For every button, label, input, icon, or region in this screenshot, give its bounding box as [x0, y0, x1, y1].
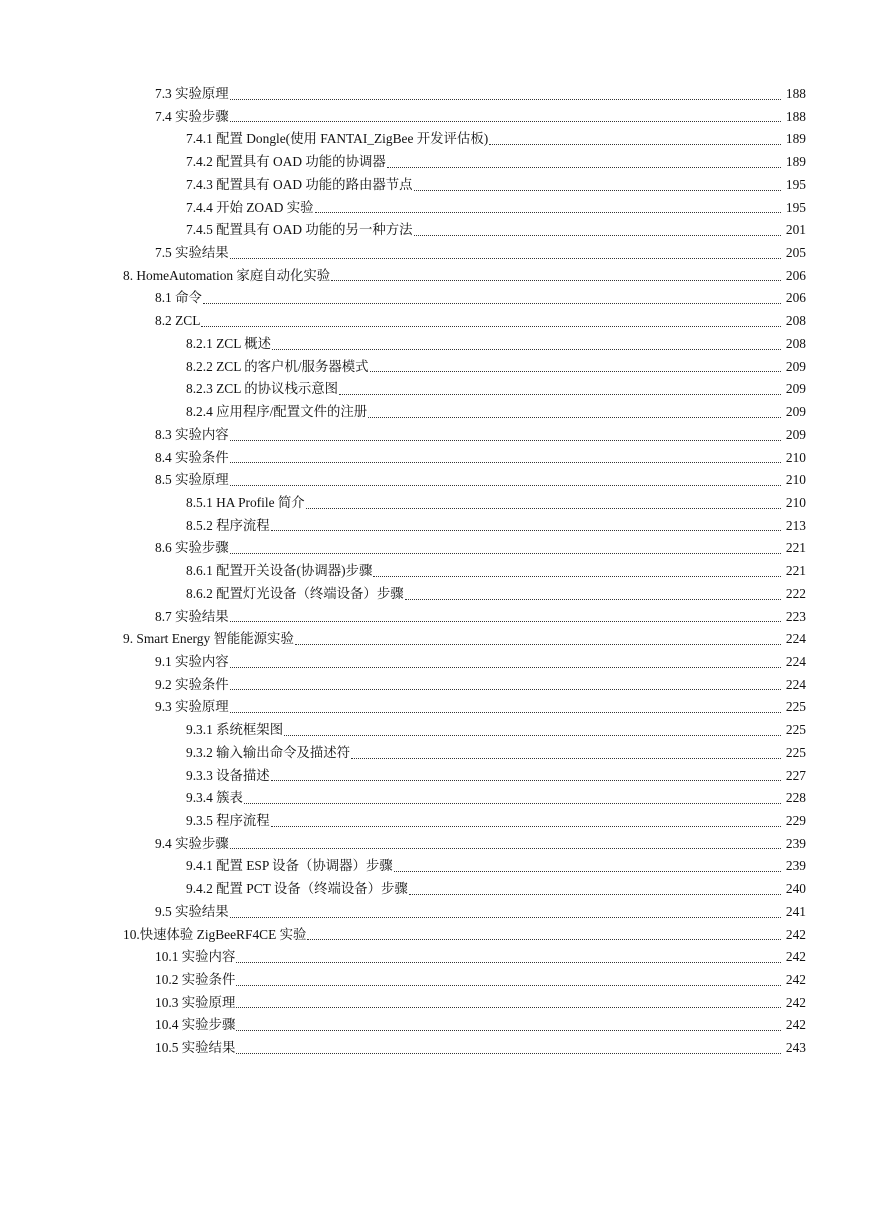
toc-entry-title: 9.3.4 簇表 — [186, 790, 243, 806]
toc-dot-leader — [370, 356, 781, 379]
toc-entry-page-number: 242 — [785, 926, 806, 942]
toc-entry-title: 8.2.4 应用程序/配置文件的注册 — [186, 404, 368, 420]
toc-entry-page-number: 225 — [785, 722, 806, 738]
toc-entry-page-number: 227 — [785, 767, 806, 783]
toc-entry[interactable] — [0, 765, 806, 788]
toc-entry[interactable] — [0, 333, 806, 356]
toc-entry-page-number: 229 — [785, 813, 806, 828]
toc-entry-page-number: 221 — [785, 563, 806, 579]
toc-dot-leader — [394, 855, 781, 878]
toc-entry-title: 8.1 命令 — [155, 290, 202, 306]
toc-entry-page-number: 208 — [785, 335, 806, 351]
toc-entry-page-number: 223 — [785, 608, 806, 624]
toc-entry-title: 7.4.3 配置具有 OAD 功能的路由器节点 — [186, 176, 413, 192]
toc-entry-title: 8.2.1 ZCL 概述 — [186, 335, 272, 351]
toc-entry-page-number: 225 — [785, 744, 806, 760]
toc-entry-page-number: 213 — [785, 517, 806, 533]
toc-entry-title: 8.6.1 配置开关设备(协调器)步骤 — [186, 563, 373, 579]
toc-entry[interactable] — [0, 515, 806, 538]
toc-entry[interactable] — [0, 401, 806, 424]
toc-dot-leader — [272, 333, 781, 356]
toc-entry-title: 7.4.4 开始 ZOAD 实验 — [186, 199, 314, 215]
toc-entry-page-number: 242 — [785, 972, 806, 988]
toc-dot-leader — [230, 242, 781, 265]
toc-dot-leader — [230, 424, 781, 447]
toc-entry[interactable] — [0, 310, 806, 333]
toc-entry[interactable] — [0, 174, 806, 197]
toc-dot-leader — [414, 174, 781, 197]
toc-entry[interactable] — [0, 469, 806, 492]
toc-entry[interactable] — [0, 197, 806, 220]
toc-dot-leader — [489, 128, 781, 151]
toc-dot-leader — [236, 946, 781, 969]
toc-entry[interactable] — [0, 969, 806, 992]
toc-entry-title: 10.2 实验条件 — [155, 972, 236, 988]
toc-dot-leader — [230, 901, 781, 924]
toc-entry[interactable] — [0, 810, 806, 833]
toc-entry[interactable] — [0, 742, 806, 765]
toc-entry-page-number: 201 — [785, 222, 806, 238]
toc-dot-leader — [271, 810, 781, 833]
toc-entry-title: 9.3.2 输入输出命令及描述符 — [186, 744, 351, 760]
toc-entry-title: 9.3.5 程序流程 — [186, 813, 270, 828]
toc-entry-title: 9.4.1 配置 ESP 设备（协调器）步骤 — [186, 858, 393, 874]
toc-entry-page-number: 224 — [785, 676, 806, 692]
toc-entry[interactable] — [0, 560, 806, 583]
toc-dot-leader — [368, 401, 781, 424]
toc-entry[interactable] — [0, 833, 806, 856]
toc-dot-leader — [244, 787, 781, 810]
toc-list — [0, 83, 806, 1060]
toc-entry-title: 8.5 实验原理 — [155, 472, 229, 488]
toc-entry-page-number: 205 — [785, 245, 806, 261]
toc-entry-title: 7.4 实验步骤 — [155, 108, 229, 124]
toc-entry[interactable] — [0, 378, 806, 401]
toc-entry-page-number: 188 — [785, 108, 806, 124]
toc-entry-page-number: 189 — [785, 154, 806, 170]
toc-entry-page-number: 209 — [785, 358, 806, 374]
toc-entry-page-number: 209 — [785, 404, 806, 420]
toc-entry-title: 9.3.3 设备描述 — [186, 767, 270, 783]
toc-entry[interactable] — [0, 628, 806, 651]
toc-dot-leader — [387, 151, 781, 174]
toc-entry-title: 8.6 实验步骤 — [155, 540, 229, 556]
toc-entry[interactable] — [0, 151, 806, 174]
toc-entry-title: 10.1 实验内容 — [155, 949, 236, 965]
toc-entry-title: 8. HomeAutomation 家庭自动化实验 — [123, 267, 331, 283]
toc-entry-page-number: 209 — [785, 381, 806, 397]
toc-dot-leader — [295, 628, 781, 651]
toc-entry-title: 8.6.2 配置灯光设备（终端设备）步骤 — [186, 585, 404, 601]
table-of-contents — [0, 83, 869, 1060]
toc-dot-leader — [230, 696, 781, 719]
toc-dot-leader — [236, 992, 781, 1015]
toc-entry[interactable] — [0, 219, 806, 242]
toc-entry[interactable] — [0, 674, 806, 697]
toc-entry-title: 8.3 实验内容 — [155, 426, 229, 442]
toc-entry-title: 7.4.5 配置具有 OAD 功能的另一种方法 — [186, 222, 413, 238]
toc-entry-page-number: 209 — [785, 426, 806, 442]
toc-dot-leader — [339, 378, 781, 401]
toc-entry-title: 10.5 实验结果 — [155, 1040, 236, 1056]
toc-dot-leader — [271, 765, 781, 788]
toc-entry-title: 8.2.3 ZCL 的协议栈示意图 — [186, 381, 339, 397]
toc-dot-leader — [405, 583, 781, 606]
toc-dot-leader — [230, 469, 781, 492]
toc-entry-page-number: 189 — [785, 131, 806, 147]
toc-entry-page-number: 210 — [785, 472, 806, 488]
toc-entry-title: 8.5.1 HA Profile 简介 — [186, 494, 305, 510]
toc-entry-page-number: 241 — [785, 903, 806, 919]
toc-entry[interactable] — [0, 855, 806, 878]
toc-entry[interactable] — [0, 606, 806, 629]
toc-entry[interactable] — [0, 492, 806, 515]
toc-dot-leader — [230, 447, 781, 470]
toc-entry-page-number: 195 — [785, 199, 806, 215]
toc-entry[interactable] — [0, 651, 806, 674]
toc-entry-title: 7.4.1 配置 Dongle(使用 FANTAI_ZigBee 开发评估板) — [186, 131, 489, 147]
toc-entry[interactable] — [0, 901, 806, 924]
toc-entry-title: 8.5.2 程序流程 — [186, 517, 270, 533]
toc-entry-page-number: 210 — [785, 494, 806, 510]
toc-entry-page-number: 242 — [785, 949, 806, 965]
toc-entry-title: 9.3.1 系统框架图 — [186, 722, 284, 738]
toc-dot-leader — [284, 719, 781, 742]
toc-dot-leader — [230, 606, 781, 629]
toc-entry[interactable] — [0, 1014, 806, 1037]
toc-entry[interactable] — [0, 106, 806, 129]
toc-entry-title: 9. Smart Energy 智能能源实验 — [123, 631, 294, 647]
toc-dot-leader — [201, 310, 781, 333]
toc-entry-title: 9.1 实验内容 — [155, 653, 229, 669]
toc-entry[interactable] — [0, 287, 806, 310]
toc-entry-title: 7.3 实验原理 — [155, 86, 229, 101]
toc-entry[interactable] — [0, 719, 806, 742]
toc-entry-title: 7.5 实验结果 — [155, 245, 229, 261]
toc-entry[interactable] — [0, 265, 806, 288]
toc-entry-title: 9.4 实验步骤 — [155, 835, 229, 851]
toc-dot-leader — [230, 674, 781, 697]
toc-entry-page-number: 195 — [785, 176, 806, 192]
toc-dot-leader — [236, 1014, 781, 1037]
toc-entry-title: 9.4.2 配置 PCT 设备（终端设备）步骤 — [186, 881, 408, 897]
toc-dot-leader — [230, 537, 781, 560]
toc-dot-leader — [230, 106, 781, 129]
toc-entry-page-number: 239 — [785, 835, 806, 851]
toc-entry-page-number: 239 — [785, 858, 806, 874]
toc-dot-leader — [373, 560, 781, 583]
toc-entry-page-number: 210 — [785, 449, 806, 465]
toc-dot-leader — [230, 651, 781, 674]
toc-dot-leader — [414, 219, 781, 242]
toc-entry-page-number: 242 — [785, 1017, 806, 1033]
toc-entry[interactable] — [0, 242, 806, 265]
toc-entry-title: 8.2 ZCL — [155, 313, 201, 329]
toc-entry-page-number: 221 — [785, 540, 806, 556]
toc-entry-title: 8.4 实验条件 — [155, 449, 229, 465]
toc-dot-leader — [230, 833, 781, 856]
toc-entry-page-number: 224 — [785, 653, 806, 669]
toc-entry[interactable] — [0, 787, 806, 810]
toc-entry[interactable] — [0, 83, 806, 106]
toc-entry-page-number: 240 — [785, 881, 806, 897]
toc-entry-page-number: 243 — [785, 1040, 806, 1056]
toc-entry-title: 9.2 实验条件 — [155, 676, 229, 692]
toc-entry-title: 8.7 实验结果 — [155, 608, 229, 624]
toc-entry[interactable] — [0, 583, 806, 606]
toc-entry-title: 10.4 实验步骤 — [155, 1017, 236, 1033]
toc-dot-leader — [236, 969, 781, 992]
toc-entry-page-number: 222 — [785, 585, 806, 601]
toc-entry-title: 9.5 实验结果 — [155, 903, 229, 919]
toc-entry-page-number: 208 — [785, 313, 806, 329]
toc-dot-leader — [271, 515, 781, 538]
toc-entry-title: 8.2.2 ZCL 的客户机/服务器模式 — [186, 358, 369, 374]
toc-entry-title: 9.3 实验原理 — [155, 699, 229, 715]
toc-entry[interactable] — [0, 424, 806, 447]
toc-entry[interactable] — [0, 356, 806, 379]
toc-entry-page-number: 206 — [785, 290, 806, 306]
toc-entry-page-number: 242 — [785, 994, 806, 1010]
toc-dot-leader — [306, 492, 781, 515]
toc-dot-leader — [409, 878, 781, 901]
toc-dot-leader — [351, 742, 781, 765]
toc-entry-page-number: 224 — [785, 631, 806, 647]
toc-dot-leader — [203, 287, 781, 310]
toc-entry[interactable] — [0, 128, 806, 151]
toc-entry-page-number: 206 — [785, 267, 806, 283]
toc-entry[interactable] — [0, 696, 806, 719]
toc-entry-title: 10.3 实验原理 — [155, 994, 236, 1010]
toc-entry-title: 7.4.2 配置具有 OAD 功能的协调器 — [186, 154, 386, 170]
toc-dot-leader — [230, 83, 781, 106]
toc-entry[interactable] — [0, 878, 806, 901]
toc-dot-leader — [236, 1037, 781, 1060]
toc-dot-leader — [307, 924, 781, 947]
toc-entry[interactable] — [0, 537, 806, 560]
toc-entry-page-number: 188 — [785, 86, 806, 101]
toc-entry[interactable] — [0, 946, 806, 969]
toc-entry[interactable] — [0, 1037, 806, 1060]
toc-dot-leader — [331, 265, 781, 288]
toc-dot-leader — [315, 197, 781, 220]
toc-entry[interactable] — [0, 447, 806, 470]
toc-entry[interactable] — [0, 992, 806, 1015]
toc-entry[interactable] — [0, 924, 806, 947]
toc-entry-page-number: 228 — [785, 790, 806, 806]
toc-entry-page-number: 225 — [785, 699, 806, 715]
toc-entry-title: 10.快速体验 ZigBeeRF4CE 实验 — [123, 926, 307, 942]
